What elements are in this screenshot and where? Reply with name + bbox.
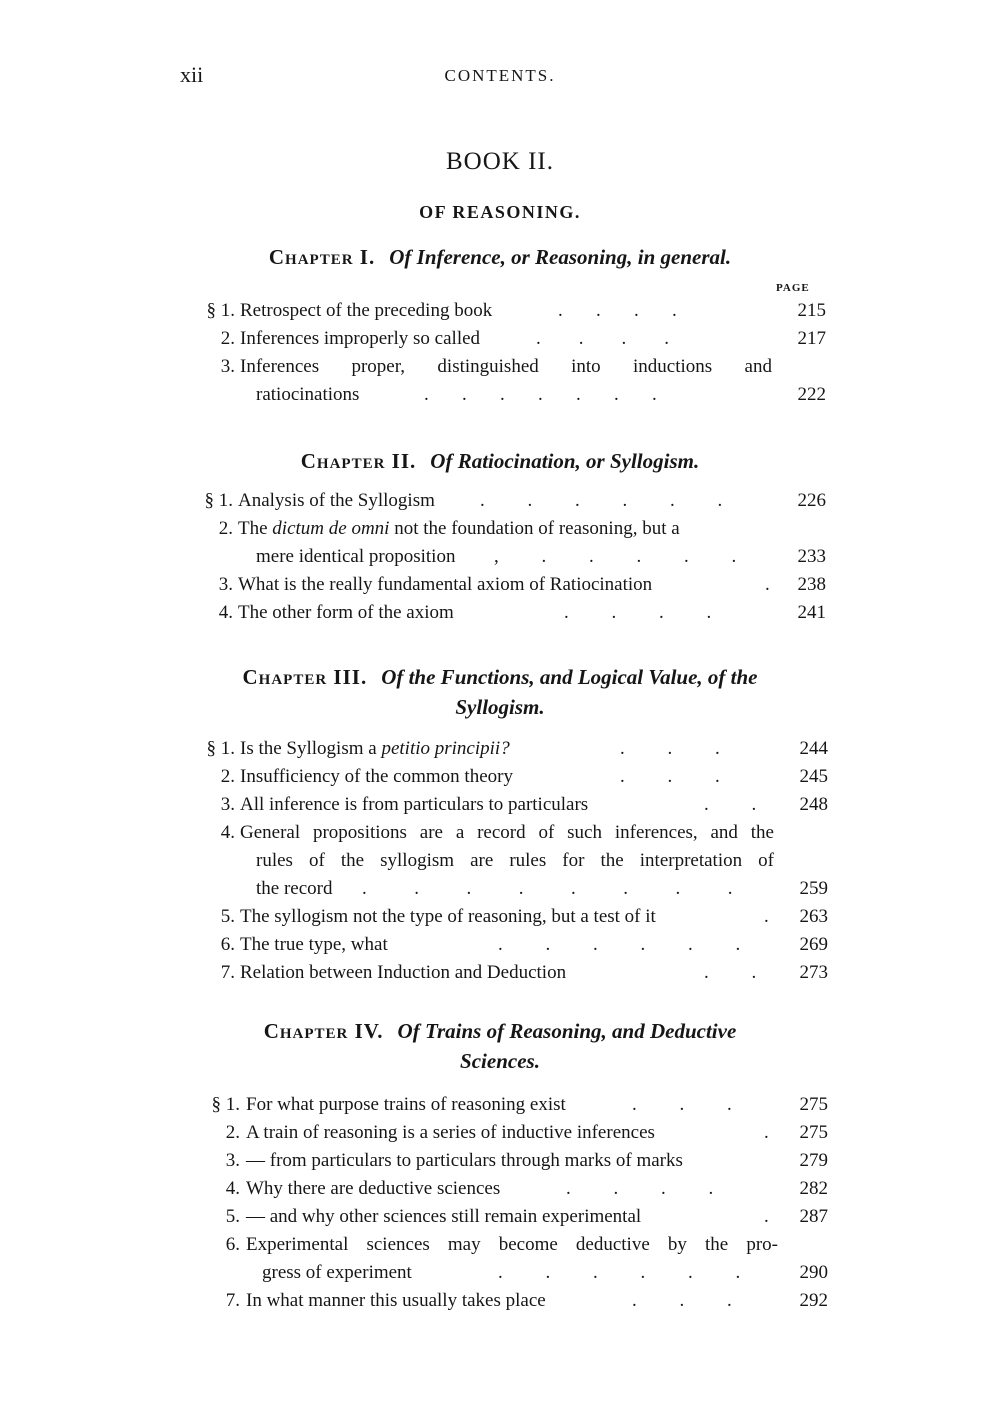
page-ref: 275 [799, 1094, 828, 1115]
toc-entry: 2. The dictum de omni not the foundation of reasoning, but a [218, 518, 680, 539]
chapter-sections [0, 1094, 1000, 1318]
page-ref: 217 [797, 328, 826, 349]
chapter-title: Of Ratiocination, or Syllogism. [430, 449, 700, 473]
toc-entry: 4. Why there are deductive sciences . . . . 282 [225, 1178, 828, 1199]
chapter-title: Of Trains of Reasoning, and Deductive [397, 1019, 737, 1043]
chapter-label: Chapter II. [300, 449, 417, 473]
running-head [0, 62, 1000, 92]
chapter-heading [0, 1016, 1000, 1046]
page-ref: 233 [797, 546, 826, 567]
page-ref: 226 [797, 490, 826, 511]
toc-entry: 3. What is the really fundamental axiom of Ratiocination . 238 [218, 574, 826, 595]
page-ref: 248 [799, 794, 828, 815]
chapter-title-continued: Sciences. [460, 1049, 540, 1073]
toc-entry: 4. General propositions are a record of such inferences, and the [220, 822, 774, 843]
toc-entry: 7. Relation between Induction and Deduction . . 273 [220, 962, 828, 983]
page-ref: 292 [799, 1290, 828, 1311]
page-ref: 238 [797, 574, 826, 595]
page-ref: 273 [799, 962, 828, 983]
toc-entry: 5. The syllogism not the type of reasoning, but a test of it . 263 [220, 906, 828, 927]
page-ref: 275 [799, 1122, 828, 1143]
toc-entry: § 1. Is the Syllogism a petitio principii? . . . 244 [206, 738, 828, 759]
toc-entry-continued: ratiocinations . . . . . . . 222 [256, 384, 826, 405]
toc-entry: 3. Inferences proper, distinguished into inductions and [220, 356, 772, 377]
page-ref: 282 [799, 1178, 828, 1199]
toc-entry: 2. A train of reasoning is a series of inductive inferences . 275 [225, 1122, 828, 1143]
page-ref: 245 [799, 766, 828, 787]
toc-entry: § 1. Analysis of the Syllogism . . . . . . 226 [204, 490, 826, 511]
chapter-label: Chapter I. [268, 245, 376, 269]
chapter-heading [0, 242, 1000, 272]
page-column-label: PAGE [776, 282, 810, 294]
toc-entry: 7. In what manner this usually takes place . . . 292 [225, 1290, 828, 1311]
chapter-sections [0, 490, 1000, 630]
toc-entry-continued: mere identical proposition , . . . . . 233 [256, 546, 826, 567]
page-ref: 215 [797, 300, 826, 321]
chapter-sections [0, 738, 1000, 990]
toc-entry: 4. The other form of the axiom . . . . 241 [218, 602, 826, 623]
page-ref: 290 [799, 1262, 828, 1283]
chapter-title: Of the Functions, and Logical Value, of the [381, 665, 758, 689]
toc-entry: § 1. For what purpose trains of reasoning exist . . . 275 [211, 1094, 828, 1115]
toc-entry-continued: rules of the syllogism are rules for the interpretation of [256, 850, 774, 871]
page-ref: 269 [799, 934, 828, 955]
page-ref: 244 [799, 738, 828, 759]
page-ref: 287 [799, 1206, 828, 1227]
page-ref: 279 [799, 1150, 828, 1171]
chapter-title-continued: Syllogism. [455, 695, 545, 719]
page-number: xii [180, 62, 204, 87]
running-title: CONTENTS. [444, 66, 556, 85]
page-ref: 241 [797, 602, 826, 623]
chapter-heading [0, 662, 1000, 692]
toc-entry: 2. Inferences improperly so called . . . . 217 [220, 328, 826, 349]
chapter-sections [0, 300, 1000, 412]
toc-entry-continued: gress of experiment . . . . . . 290 [262, 1262, 828, 1283]
toc-entry: 2. Insufficiency of the common theory . . . 245 [220, 766, 828, 787]
book-subtitle: OF REASONING. [419, 202, 581, 222]
chapter-label: Chapter III. [242, 665, 368, 689]
chapter-label: Chapter IV. [263, 1019, 384, 1043]
toc-entry-continued: the record . . . . . . . . 259 [256, 878, 828, 899]
page-ref: 259 [799, 878, 828, 899]
page-ref: 222 [797, 384, 826, 405]
toc-entry: 5. — and why other sciences still remain experimental . 287 [225, 1206, 828, 1227]
toc-entry: 3. All inference is from particulars to particulars . . 248 [220, 794, 828, 815]
chapter-heading [0, 446, 1000, 476]
book-title: BOOK II. [446, 148, 554, 175]
page-ref: 263 [799, 906, 828, 927]
toc-entry: 6. Experimental sciences may become deductive by the pro- [225, 1234, 778, 1255]
chapter-title: Of Inference, or Reasoning, in general. [389, 245, 732, 269]
toc-entry: 3. — from particulars to particulars through marks of marks 279 [225, 1150, 828, 1171]
toc-entry: § 1. Retrospect of the preceding book . . . . 215 [206, 300, 826, 321]
toc-entry: 6. The true type, what . . . . . . 269 [220, 934, 828, 955]
